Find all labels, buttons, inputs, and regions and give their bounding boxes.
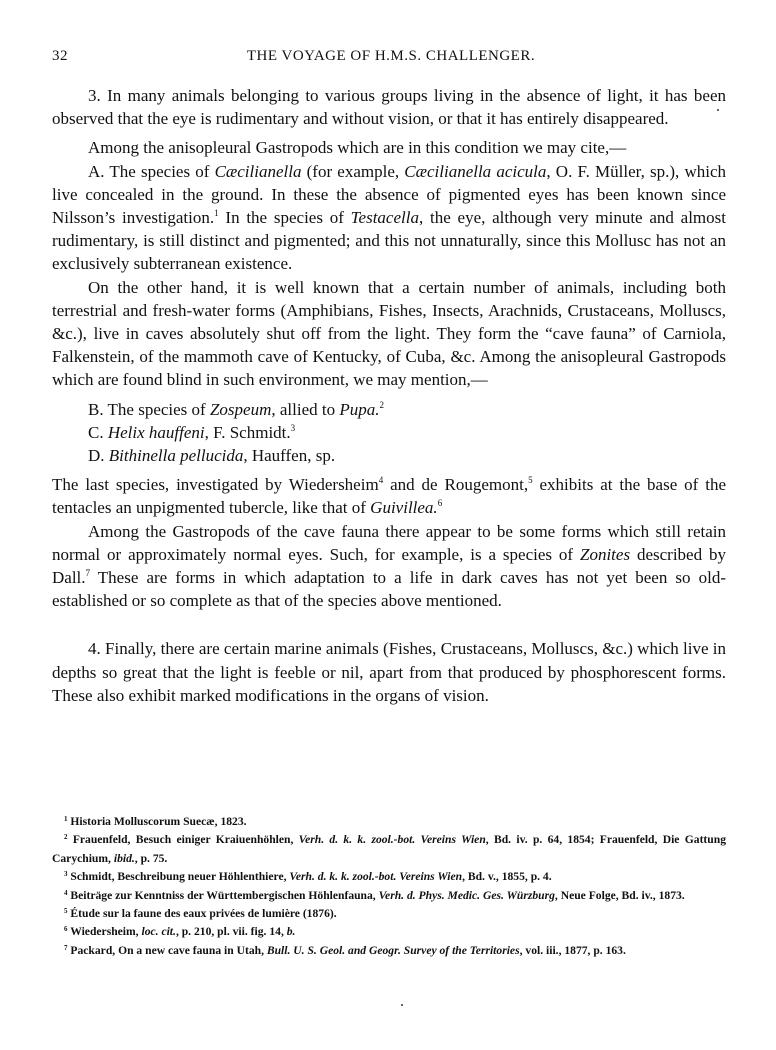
page-number: 32 [52, 48, 68, 64]
paragraph-section-4: 4. Finally, there are certain marine animals (Fishes, Crustaceans, Molluscs, &c.) which live in depths so great that the light is feeble or nil, apart from that produced by phosphorescent forms. These also exhibit marked modifications in the organs of vision. [52, 639, 726, 705]
paragraph-cave-gastropods: Among the Gastropods of the cave fauna there appear to be some forms which still retain normal or approximately normal eyes. Such, for example, is a species of Zonites described by Dall.$^7$ These are forms in which adaptation to a life in dark caves has not yet been so old-established or so complete as that of the species above mentioned. [52, 521, 727, 611]
footnote-ref: 2 [379, 399, 384, 410]
main-text [52, 84, 726, 707]
footnote-3: $^3$ Schmidt, Beschreibung neuer Höhlenthiere, Verh. d. k. k. zool.-bot. Vereins Wien, Bd. v., 1855, p. 4. [64, 870, 552, 884]
list-item-c: C. Helix hauffeni, F. Schmidt.$^3$ [88, 422, 296, 442]
running-header [52, 48, 730, 70]
footnote-4: $^4$ Beiträge zur Kenntniss der Württembergischen Höhlenfauna, Verh. d. Phys. Medic. Ges. Würzburg, Neue Folge, Bd. iv., 1873. [64, 888, 685, 902]
footnote-5: $^5$ Étude sur la faune des eaux privées de lumière (1876). [64, 907, 337, 921]
running-title: THE VOYAGE OF H.M.S. CHALLENGER. [246, 48, 536, 64]
paragraph-anisopleural: Among the anisopleural Gastropods which are in this condition we may cite,— [88, 138, 627, 158]
footnotes [52, 813, 726, 960]
list-item-b: B. The species of Zospeum, allied to Pupa.$^2$ [88, 399, 384, 419]
footnote-ref: 1 [214, 208, 219, 219]
paragraph-cave-fauna: On the other hand, it is well known that a certain number of animals, including both terrestrial and fresh-water forms (Amphibians, Fishes, Insects, Arachnids, Crustaceans, Molluscs, &c.), live in caves absolutely shut off from the light. They form the “cave fauna” of Carniola, Falkenstein, of the mammoth cave of Kentucky, of Cuba, &c. Among the anisopleural Gastropods which are found blind in such environment, we may mention,— [52, 277, 726, 390]
paragraph-item-a: A. The species of Cæcilianella (for example, Cæcilianella acicula, O. F. Müller, sp.), which live concealed in the ground. In these the absence of pigmented eyes has been known since Nilsson’s investigation.$^1$ In the species of Testacella, the eye, although very minute and almost rudimentary, is still distinct and pigmented; and this not unnaturally, since this Mollusc has not an exclusively subterranean existence. [52, 161, 727, 274]
footnote-2: $^2$ Frauenfeld, Besuch einiger Kraiuenhöhlen, Verh. d. k. k. zool.-bot. Vereins Wien, Bd. iv. p. 64, 1854; Frauenfeld, Die Gattung Carychium, ibid., p. 75. [52, 833, 726, 865]
footnote-7: $^7$ Packard, On a new cave fauna in Utah, Bull. U. S. Geol. and Geogr. Survey of the Territories, vol. iii., 1877, p. 163. [64, 943, 626, 957]
footnote-ref: 7 [85, 568, 91, 579]
footnote-ref: 3 [290, 422, 296, 433]
paragraph-last-species: The last species, investigated by Wiedersheim$^4$ and de Rougemont,$^5$ exhibits at the base of the tentacles an unpigmented tubercle, like that of Guivillea.$^6$ [52, 475, 726, 518]
paragraph-section-3: 3. In many animals belonging to various groups living in the absence of light, it has been observed that the eye is rudimentary and without vision, or that it has entirely disappeared. [52, 86, 726, 129]
footnote-6: $^6$ Wiedersheim, loc. cit., p. 210, pl. vii. fig. 14, b. [64, 925, 296, 939]
footnote-ref: 4 [378, 475, 384, 486]
list-item-d: D. Bithinella pellucida, Hauffen, sp. [88, 446, 336, 466]
footnote-ref: 6 [437, 498, 443, 509]
footnote-1: $^1$ Historia Molluscorum Suecæ, 1823. [64, 815, 247, 828]
ink-speck [401, 1004, 403, 1006]
ink-speck [717, 109, 719, 111]
footnote-ref: 5 [528, 475, 533, 486]
